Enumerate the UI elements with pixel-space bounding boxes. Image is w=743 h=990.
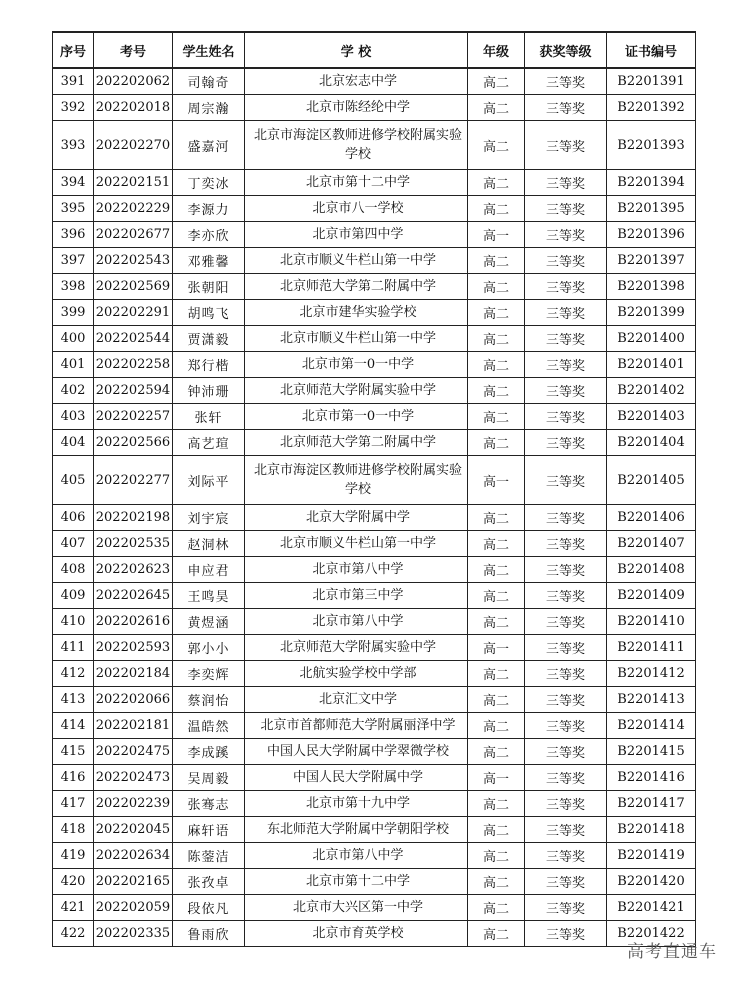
cell-award-level: 三等奖 [525,196,607,222]
cell-award-level: 三等奖 [525,326,607,352]
cell-award-level: 三等奖 [525,687,607,713]
cell-school: 北京师范大学附属实验中学 [245,635,468,661]
table-row [53,456,696,505]
cell-student-name: 王鸣昊 [173,583,245,609]
cell-seq: 422 [53,921,94,947]
cell-award-level: 三等奖 [525,222,607,248]
cell-student-name: 段依凡 [173,895,245,921]
table-row [53,843,696,869]
header-certificate-no: 证书编号 [607,32,696,68]
cell-certificate-no: B2201416 [607,765,696,791]
table-row [53,765,696,791]
cell-award-level: 三等奖 [525,921,607,947]
cell-student-name: 盛嘉河 [173,121,245,170]
cell-certificate-no: B2201417 [607,791,696,817]
cell-award-level: 三等奖 [525,378,607,404]
cell-student-name: 刘际平 [173,456,245,505]
cell-award-level: 三等奖 [525,843,607,869]
cell-seq: 420 [53,869,94,895]
cell-award-level: 三等奖 [525,352,607,378]
cell-award-level: 三等奖 [525,274,607,300]
cell-certificate-no: B2201392 [607,95,696,121]
cell-certificate-no: B2201415 [607,739,696,765]
cell-grade: 高二 [468,95,525,121]
table-row [53,326,696,352]
cell-exam-no: 202202645 [94,583,173,609]
cell-award-level: 三等奖 [525,869,607,895]
cell-seq: 413 [53,687,94,713]
cell-grade: 高一 [468,635,525,661]
table-row [53,505,696,531]
cell-grade: 高二 [468,739,525,765]
cell-award-level: 三等奖 [525,170,607,196]
cell-student-name: 黄煜涵 [173,609,245,635]
cell-grade: 高二 [468,869,525,895]
cell-grade: 高二 [468,326,525,352]
cell-grade: 高二 [468,505,525,531]
cell-school: 北京市第八中学 [245,609,468,635]
cell-grade: 高二 [468,196,525,222]
cell-school: 北京市顺义牛栏山第一中学 [245,326,468,352]
cell-grade: 高二 [468,557,525,583]
cell-seq: 417 [53,791,94,817]
cell-exam-no: 202202239 [94,791,173,817]
cell-certificate-no: B2201422 [607,921,696,947]
table-row [53,121,696,170]
cell-grade: 高二 [468,921,525,947]
cell-exam-no: 202202181 [94,713,173,739]
cell-certificate-no: B2201406 [607,505,696,531]
cell-seq: 419 [53,843,94,869]
cell-seq: 421 [53,895,94,921]
cell-student-name: 张孜卓 [173,869,245,895]
cell-exam-no: 202202229 [94,196,173,222]
cell-student-name: 赵洞林 [173,531,245,557]
table-row [53,196,696,222]
cell-certificate-no: B2201394 [607,170,696,196]
cell-grade: 高二 [468,895,525,921]
cell-school: 北京市第十二中学 [245,869,468,895]
cell-exam-no: 202202257 [94,404,173,430]
cell-award-level: 三等奖 [525,95,607,121]
cell-student-name: 司翰奇 [173,68,245,95]
cell-certificate-no: B2201418 [607,817,696,843]
cell-seq: 409 [53,583,94,609]
cell-exam-no: 202202062 [94,68,173,95]
cell-award-level: 三等奖 [525,739,607,765]
cell-seq: 408 [53,557,94,583]
cell-student-name: 麻轩语 [173,817,245,843]
cell-award-level: 三等奖 [525,817,607,843]
award-list-table [52,31,696,947]
table-row [53,557,696,583]
cell-student-name: 郭小小 [173,635,245,661]
cell-grade: 高二 [468,170,525,196]
cell-school: 北京大学附属中学 [245,505,468,531]
table-row [53,713,696,739]
table-row [53,739,696,765]
cell-exam-no: 202202543 [94,248,173,274]
cell-student-name: 李奕辉 [173,661,245,687]
cell-seq: 403 [53,404,94,430]
cell-seq: 412 [53,661,94,687]
header-award-level: 获奖等级 [525,32,607,68]
cell-exam-no: 202202045 [94,817,173,843]
table-row [53,817,696,843]
cell-seq: 401 [53,352,94,378]
cell-certificate-no: B2201393 [607,121,696,170]
cell-award-level: 三等奖 [525,765,607,791]
cell-seq: 391 [53,68,94,95]
table-row [53,895,696,921]
cell-award-level: 三等奖 [525,713,607,739]
cell-grade: 高二 [468,430,525,456]
cell-certificate-no: B2201391 [607,68,696,95]
cell-award-level: 三等奖 [525,430,607,456]
cell-school: 北京市陈经纶中学 [245,95,468,121]
cell-seq: 393 [53,121,94,170]
cell-exam-no: 202202018 [94,95,173,121]
cell-seq: 397 [53,248,94,274]
cell-school: 中国人民大学附属中学 [245,765,468,791]
cell-certificate-no: B2201410 [607,609,696,635]
cell-exam-no: 202202594 [94,378,173,404]
cell-exam-no: 202202184 [94,661,173,687]
cell-certificate-no: B2201421 [607,895,696,921]
cell-student-name: 蔡润怡 [173,687,245,713]
cell-student-name: 陈蓥洁 [173,843,245,869]
cell-exam-no: 202202677 [94,222,173,248]
table-row [53,274,696,300]
cell-award-level: 三等奖 [525,300,607,326]
cell-certificate-no: B2201405 [607,456,696,505]
cell-certificate-no: B2201403 [607,404,696,430]
cell-award-level: 三等奖 [525,895,607,921]
cell-seq: 418 [53,817,94,843]
cell-certificate-no: B2201401 [607,352,696,378]
cell-grade: 高二 [468,274,525,300]
cell-award-level: 三等奖 [525,404,607,430]
cell-student-name: 鲁雨欣 [173,921,245,947]
cell-grade: 高二 [468,791,525,817]
cell-grade: 高二 [468,661,525,687]
cell-school: 北京市育英学校 [245,921,468,947]
cell-certificate-no: B2201413 [607,687,696,713]
table-body [53,68,696,947]
cell-exam-no: 202202593 [94,635,173,661]
cell-seq: 400 [53,326,94,352]
cell-award-level: 三等奖 [525,609,607,635]
cell-seq: 398 [53,274,94,300]
table-row [53,248,696,274]
table-row [53,300,696,326]
cell-certificate-no: B2201419 [607,843,696,869]
cell-student-name: 张轩 [173,404,245,430]
cell-school: 北京市第十九中学 [245,791,468,817]
cell-school: 北京市第三中学 [245,583,468,609]
cell-seq: 410 [53,609,94,635]
cell-school: 北京市第八中学 [245,843,468,869]
cell-certificate-no: B2201411 [607,635,696,661]
cell-award-level: 三等奖 [525,791,607,817]
cell-student-name: 丁奕冰 [173,170,245,196]
cell-school: 北京市首都师范大学附属丽泽中学 [245,713,468,739]
cell-award-level: 三等奖 [525,583,607,609]
cell-award-level: 三等奖 [525,121,607,170]
cell-certificate-no: B2201399 [607,300,696,326]
cell-exam-no: 202202569 [94,274,173,300]
cell-grade: 高二 [468,609,525,635]
cell-certificate-no: B2201407 [607,531,696,557]
cell-grade: 高一 [468,765,525,791]
cell-exam-no: 202202544 [94,326,173,352]
cell-school: 东北师范大学附属中学朝阳学校 [245,817,468,843]
cell-exam-no: 202202623 [94,557,173,583]
cell-certificate-no: B2201400 [607,326,696,352]
cell-student-name: 张朝阳 [173,274,245,300]
table-row [53,170,696,196]
cell-student-name: 申应君 [173,557,245,583]
cell-seq: 396 [53,222,94,248]
header-row [53,32,696,68]
table-row [53,687,696,713]
cell-certificate-no: B2201408 [607,557,696,583]
cell-certificate-no: B2201414 [607,713,696,739]
cell-student-name: 李成蹊 [173,739,245,765]
cell-school: 北京市大兴区第一中学 [245,895,468,921]
cell-award-level: 三等奖 [525,456,607,505]
cell-seq: 392 [53,95,94,121]
table-row [53,583,696,609]
table-row [53,661,696,687]
cell-exam-no: 202202566 [94,430,173,456]
cell-student-name: 刘宇宸 [173,505,245,531]
cell-exam-no: 202202473 [94,765,173,791]
cell-student-name: 邓雅馨 [173,248,245,274]
cell-exam-no: 202202059 [94,895,173,921]
cell-school: 北京汇文中学 [245,687,468,713]
cell-certificate-no: B2201412 [607,661,696,687]
cell-exam-no: 202202335 [94,921,173,947]
cell-exam-no: 202202535 [94,531,173,557]
cell-exam-no: 202202258 [94,352,173,378]
cell-seq: 405 [53,456,94,505]
cell-school: 北京市海淀区教师进修学校附属实验学校 [245,121,468,170]
cell-grade: 高一 [468,222,525,248]
cell-award-level: 三等奖 [525,505,607,531]
cell-school: 中国人民大学附属中学翠微学校 [245,739,468,765]
cell-grade: 高二 [468,300,525,326]
cell-student-name: 张骞志 [173,791,245,817]
table-row [53,404,696,430]
header-exam-no: 考号 [94,32,173,68]
cell-seq: 414 [53,713,94,739]
cell-seq: 407 [53,531,94,557]
header-seq: 序号 [53,32,94,68]
cell-school: 北京师范大学第二附属中学 [245,274,468,300]
cell-grade: 高二 [468,378,525,404]
cell-school: 北京市海淀区教师进修学校附属实验学校 [245,456,468,505]
cell-seq: 415 [53,739,94,765]
cell-exam-no: 202202165 [94,869,173,895]
cell-certificate-no: B2201409 [607,583,696,609]
cell-seq: 404 [53,430,94,456]
table-row [53,791,696,817]
cell-certificate-no: B2201396 [607,222,696,248]
cell-award-level: 三等奖 [525,248,607,274]
cell-grade: 高一 [468,456,525,505]
cell-certificate-no: B2201402 [607,378,696,404]
cell-school: 北京市第十二中学 [245,170,468,196]
cell-school: 北京师范大学附属实验中学 [245,378,468,404]
cell-certificate-no: B2201398 [607,274,696,300]
cell-student-name: 温皓然 [173,713,245,739]
table-row [53,921,696,947]
cell-exam-no: 202202475 [94,739,173,765]
cell-seq: 394 [53,170,94,196]
cell-exam-no: 202202066 [94,687,173,713]
cell-award-level: 三等奖 [525,557,607,583]
cell-school: 北京市第八中学 [245,557,468,583]
table-row [53,378,696,404]
cell-seq: 395 [53,196,94,222]
cell-grade: 高二 [468,843,525,869]
table-row [53,352,696,378]
cell-student-name: 钟沛珊 [173,378,245,404]
cell-certificate-no: B2201395 [607,196,696,222]
table-row [53,430,696,456]
table-row [53,635,696,661]
cell-grade: 高二 [468,352,525,378]
cell-certificate-no: B2201420 [607,869,696,895]
cell-seq: 402 [53,378,94,404]
cell-school: 北京市八一学校 [245,196,468,222]
cell-school: 北京市建华实验学校 [245,300,468,326]
cell-seq: 406 [53,505,94,531]
cell-school: 北京宏志中学 [245,68,468,95]
cell-student-name: 李源力 [173,196,245,222]
cell-school: 北京市第一0一中学 [245,404,468,430]
cell-student-name: 李亦欣 [173,222,245,248]
cell-certificate-no: B2201404 [607,430,696,456]
cell-school: 北京市顺义牛栏山第一中学 [245,531,468,557]
header-grade: 年级 [468,32,525,68]
cell-student-name: 贾潇毅 [173,326,245,352]
cell-grade: 高二 [468,713,525,739]
cell-exam-no: 202202291 [94,300,173,326]
table-row [53,222,696,248]
cell-school: 北航实验学校中学部 [245,661,468,687]
cell-seq: 399 [53,300,94,326]
table-row [53,609,696,635]
cell-student-name: 吴周毅 [173,765,245,791]
cell-grade: 高二 [468,248,525,274]
cell-grade: 高二 [468,404,525,430]
cell-award-level: 三等奖 [525,661,607,687]
cell-grade: 高二 [468,121,525,170]
cell-student-name: 高艺瑄 [173,430,245,456]
cell-seq: 411 [53,635,94,661]
table-row [53,531,696,557]
cell-seq: 416 [53,765,94,791]
cell-grade: 高二 [468,817,525,843]
cell-school: 北京市第一0一中学 [245,352,468,378]
cell-school: 北京师范大学第二附属中学 [245,430,468,456]
cell-award-level: 三等奖 [525,68,607,95]
cell-student-name: 周宗瀚 [173,95,245,121]
cell-exam-no: 202202277 [94,456,173,505]
cell-certificate-no: B2201397 [607,248,696,274]
cell-exam-no: 202202270 [94,121,173,170]
cell-grade: 高二 [468,531,525,557]
cell-exam-no: 202202151 [94,170,173,196]
cell-grade: 高二 [468,687,525,713]
table-row [53,95,696,121]
table-row [53,869,696,895]
cell-school: 北京市第四中学 [245,222,468,248]
cell-student-name: 郑行楷 [173,352,245,378]
cell-award-level: 三等奖 [525,635,607,661]
cell-school: 北京市顺义牛栏山第一中学 [245,248,468,274]
cell-award-level: 三等奖 [525,531,607,557]
cell-student-name: 胡鸣飞 [173,300,245,326]
cell-grade: 高二 [468,68,525,95]
header-school: 学 校 [245,32,468,68]
cell-exam-no: 202202198 [94,505,173,531]
cell-exam-no: 202202634 [94,843,173,869]
cell-grade: 高二 [468,583,525,609]
table-row [53,68,696,95]
header-student-name: 学生姓名 [173,32,245,68]
watermark-text: 高考直通车 [627,942,717,962]
cell-exam-no: 202202616 [94,609,173,635]
